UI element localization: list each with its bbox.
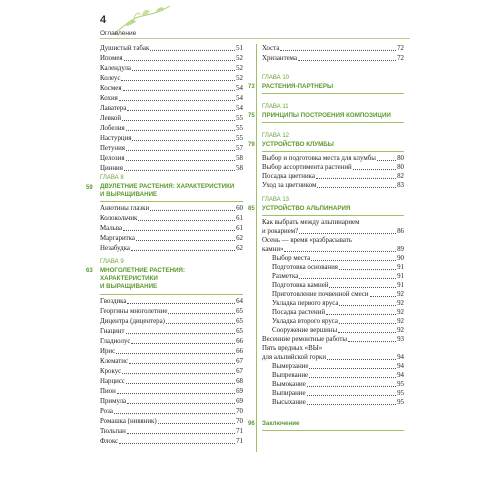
toc-entry[interactable]: Гладиолус 66	[100, 338, 243, 345]
toc-subentry[interactable]: Подготовка основания 91	[272, 264, 404, 271]
chapter-rule	[262, 93, 404, 94]
toc-entry[interactable]: Выбор ассортимента растений 80	[262, 164, 404, 171]
toc-subentry[interactable]: Выпирание 95	[272, 390, 404, 397]
section-title: Оглавление	[100, 30, 137, 37]
toc-subentry[interactable]: Высыхание 95	[272, 399, 404, 406]
chapter-page: 79	[248, 142, 255, 148]
chapter-title[interactable]: УСТРОЙСТВО КЛУМБЫ	[262, 141, 334, 148]
toc-entry[interactable]: Крокус 67	[100, 368, 243, 375]
chapter-rule	[262, 122, 404, 123]
toc-entry[interactable]: Ирис 66	[100, 348, 243, 355]
toc-subentry[interactable]: Посадка растений 92	[272, 309, 404, 316]
toc-entry[interactable]: Петуния 57	[100, 145, 243, 152]
toc-entry[interactable]: Нарцисс 68	[100, 378, 243, 385]
toc-entry[interactable]: Клематис 67	[100, 358, 243, 365]
toc-entry[interactable]: Анютины глазки 60	[100, 205, 243, 212]
toc-entry[interactable]: Лаватера 54	[100, 105, 243, 112]
toc-entry[interactable]: Хризантема 72	[262, 55, 404, 62]
toc-subentry[interactable]: Выбор места 90	[272, 255, 404, 262]
chapter-page: 85	[248, 206, 255, 212]
chapter-page: 59	[86, 185, 93, 191]
toc-entry[interactable]: для альпийской горки 94	[262, 354, 404, 361]
toc-entry[interactable]: Лобелия 55	[100, 125, 243, 132]
page-number: 4	[100, 14, 107, 26]
chapter-rule	[262, 151, 404, 152]
conclusion-title[interactable]: Заключение	[262, 420, 300, 427]
toc-entry[interactable]: Тюльпан 71	[100, 428, 243, 435]
toc-entry[interactable]: Ипомея 52	[100, 55, 243, 62]
chapter-page: 75	[248, 113, 255, 119]
toc-subentry[interactable]: Вымерзание 94	[272, 363, 404, 370]
chapter-title[interactable]: МНОГОЛЕТНИЕ РАСТЕНИЯ:	[100, 267, 186, 274]
chapter-page: 96	[248, 421, 255, 427]
chapter-rule	[262, 215, 404, 216]
toc-entry[interactable]: Хоста 72	[262, 45, 404, 52]
toc-entry[interactable]: Георгины многолетние 65	[100, 308, 243, 315]
toc-entry[interactable]: Целозия 58	[100, 155, 243, 162]
toc-entry[interactable]: Мальва 61	[100, 225, 243, 232]
toc-entry[interactable]: Выбор и подготовка места для клумбы 80	[262, 155, 404, 162]
toc-subentry[interactable]: Сооружение вершины 92	[272, 327, 404, 334]
toc-entry[interactable]: и рокарием? 86	[262, 228, 404, 235]
chapter-title[interactable]: ХАРАКТЕРИСТИКИ	[100, 275, 158, 282]
toc-subentry[interactable]: Подготовка камней 91	[272, 282, 404, 289]
toc-entry-line[interactable]: Пять вредных «ВЫ»	[262, 345, 323, 352]
toc-entry[interactable]: Посадка цветника 82	[262, 173, 404, 180]
chapter-rule	[100, 294, 243, 295]
toc-subentry[interactable]: Разметка 91	[272, 273, 404, 280]
toc-entry[interactable]: Флокс 71	[100, 438, 243, 445]
toc-entry-line[interactable]: Осень — время «разбрасывать	[262, 237, 352, 244]
toc-entry[interactable]: Уход за цветником 83	[262, 182, 404, 189]
chapter-title[interactable]: РАСТЕНИЯ-ПАРТНЕРЫ	[262, 83, 334, 90]
toc-entry[interactable]: Космея 54	[100, 85, 243, 92]
chapter-rule	[262, 430, 404, 431]
chapter-label: ГЛАВА 11	[262, 104, 289, 110]
chapter-label: ГЛАВА 12	[262, 133, 289, 139]
toc-entry[interactable]: Пион 69	[100, 388, 243, 395]
chapter-label: ГЛАВА 10	[262, 75, 289, 81]
toc-subentry[interactable]: Укладка второго яруса 92	[272, 318, 404, 325]
chapter-page: 63	[86, 268, 93, 274]
toc-subentry[interactable]: Укладка первого яруса 92	[272, 300, 404, 307]
toc-subentry[interactable]: Приготовление почвенной смеси 92	[272, 291, 404, 298]
chapter-title[interactable]: ДВУЛЕТНИЕ РАСТЕНИЯ: ХАРАКТЕРИСТИКИ	[100, 183, 235, 190]
chapter-title[interactable]: И ВЫРАЩИВАНИЕ	[100, 191, 158, 198]
chapter-title[interactable]: И ВЫРАЩИВАНИЕ	[100, 283, 158, 290]
toc-entry[interactable]: камни» 89	[262, 246, 404, 253]
toc-entry-line[interactable]: Как выбрать между альпинарием	[262, 219, 360, 226]
toc-entry[interactable]: Дицентра (дицентера) 65	[100, 318, 243, 325]
toc-entry[interactable]: Кохия 54	[100, 95, 243, 102]
toc-entry[interactable]: Календула 52	[100, 65, 243, 72]
chapter-label: ГЛАВА 13	[262, 197, 289, 203]
toc-entry[interactable]: Душистый табак 51	[100, 45, 243, 52]
chapter-title[interactable]: ПРИНЦИПЫ ПОСТРОЕНИЯ КОМПОЗИЦИИ	[262, 112, 391, 119]
toc-entry[interactable]: Весенние ремонтные работы 93	[262, 336, 404, 343]
toc-entry[interactable]: Гиацинт 65	[100, 328, 243, 335]
chapter-page: 73	[248, 84, 255, 90]
toc-entry[interactable]: Настурция 55	[100, 135, 243, 142]
toc-entry[interactable]: Цинния 58	[100, 165, 243, 172]
toc-subentry[interactable]: Выпревание 94	[272, 372, 404, 379]
chapter-label: ГЛАВА 8	[100, 175, 124, 181]
toc-entry[interactable]: Незабудка 62	[100, 245, 243, 252]
toc-entry[interactable]: Левкой 55	[100, 115, 243, 122]
toc-entry[interactable]: Колокольчик 61	[100, 215, 243, 222]
toc-entry[interactable]: Колеус 52	[100, 75, 243, 82]
toc-entry[interactable]: Маргаритка 62	[100, 235, 243, 242]
chapter-title[interactable]: УСТРОЙСТВО АЛЬПИНАРИЯ	[262, 205, 351, 212]
toc-entry[interactable]: Примула 69	[100, 398, 243, 405]
column-divider	[256, 44, 257, 452]
toc-subentry[interactable]: Вымокание 95	[272, 381, 404, 388]
toc-entry[interactable]: Ромашка (нивяник) 70	[100, 418, 243, 425]
chapter-label: ГЛАВА 9	[100, 259, 124, 265]
toc-entry[interactable]: Роза 70	[100, 408, 243, 415]
toc-entry[interactable]: Гвоздика 64	[100, 298, 243, 305]
chapter-rule	[100, 201, 243, 202]
header-rule	[100, 38, 410, 39]
